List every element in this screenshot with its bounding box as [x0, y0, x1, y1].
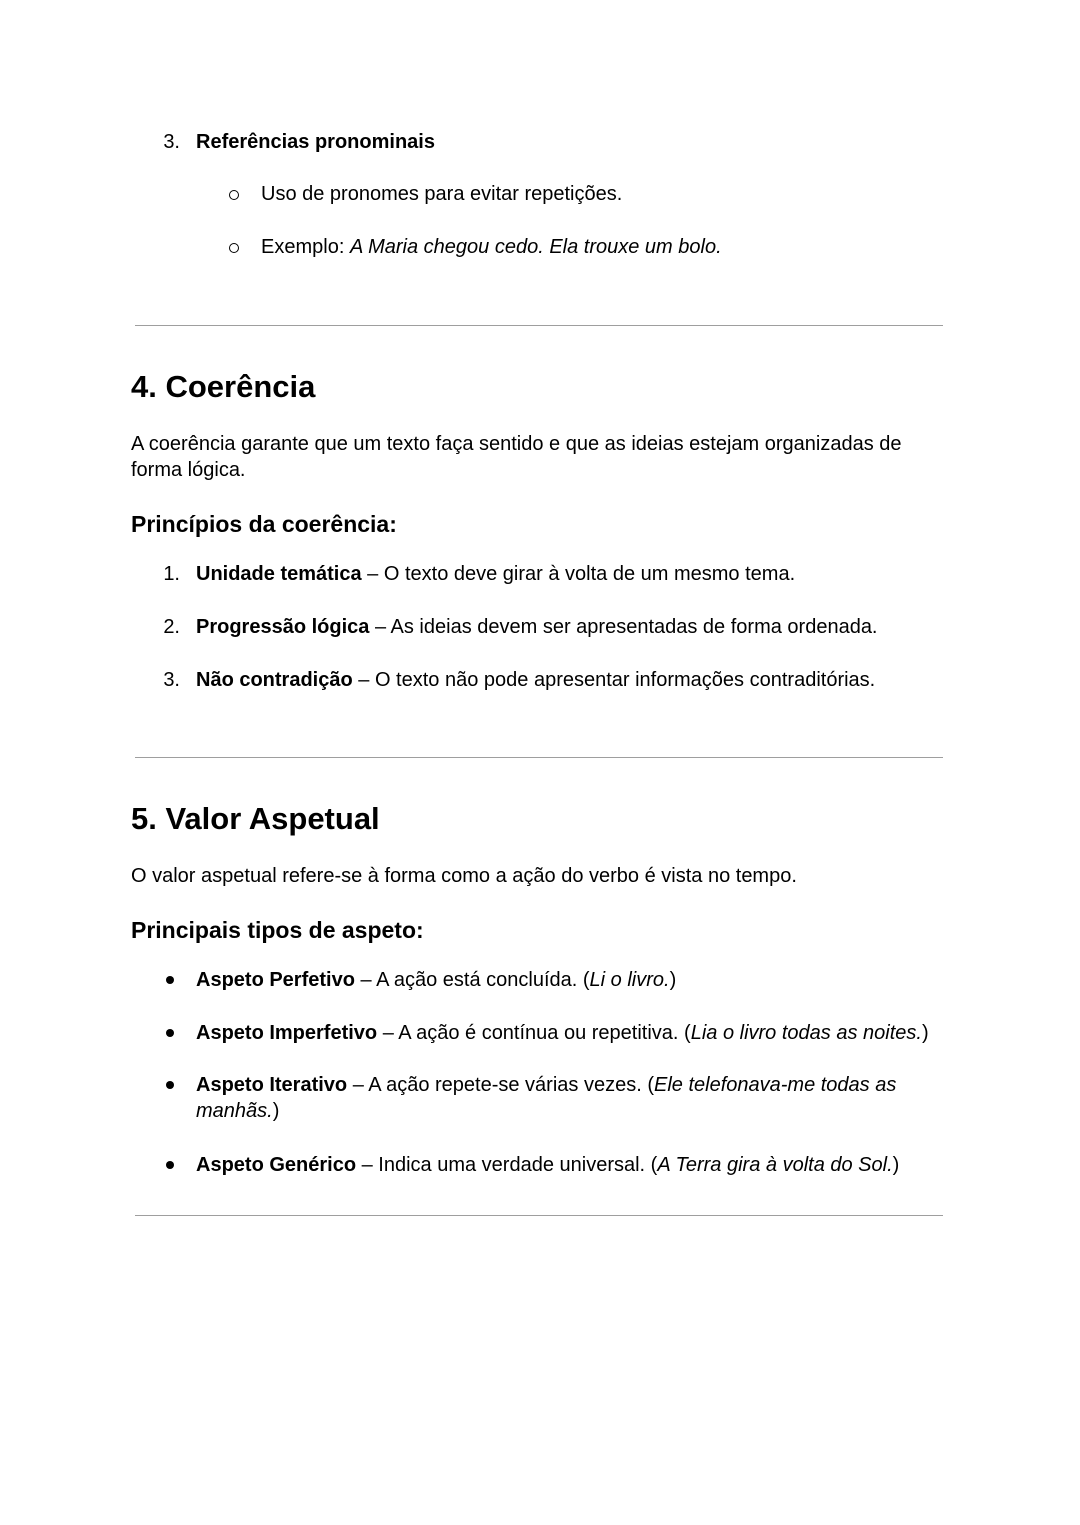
bullet-desc: – Indica uma verdade universal. (	[356, 1154, 658, 1176]
section-intro: O valor aspetual refere-se à forma como a ação do verbo é vista no tempo.	[131, 865, 797, 887]
list-item-desc: – O texto deve girar à volta de um mesmo tema.	[361, 563, 796, 585]
example-label: Exemplo:	[261, 236, 350, 258]
section-heading-coerencia: 4. Coerência	[131, 369, 316, 404]
section-heading-valor-aspetual: 5. Valor Aspetual	[131, 801, 380, 836]
list-item-text	[196, 561, 795, 587]
bullet-icon	[166, 976, 174, 984]
bullet-close: )	[892, 1154, 900, 1176]
bullet-example: A Terra gira à volta do Sol.	[657, 1154, 893, 1176]
bullet-item-text	[196, 967, 676, 993]
list-item-term: Não contradição	[196, 669, 353, 691]
list-number: 3.	[163, 131, 180, 153]
bullet-term: Aspeto Iterativo	[196, 1074, 348, 1096]
bullet-item-text	[196, 1152, 899, 1178]
sub-list-item-text	[261, 234, 722, 260]
bullet-item-text	[196, 1020, 929, 1046]
bullet-example: Lia o livro todas as noites.	[690, 1022, 922, 1044]
bullet-icon	[166, 1029, 174, 1037]
bullet-term: Aspeto Imperfetivo	[196, 1022, 378, 1044]
horizontal-divider	[135, 325, 943, 326]
sub-list-item-text: Uso de pronomes para evitar repetições.	[261, 183, 623, 205]
list-item-text	[196, 667, 875, 693]
bullet-icon	[166, 1161, 174, 1169]
hollow-bullet-icon	[229, 190, 239, 200]
horizontal-divider	[135, 757, 943, 758]
hollow-bullet-icon	[229, 243, 239, 253]
list-number: 1.	[163, 563, 180, 585]
bullet-close: )	[272, 1100, 280, 1122]
list-item-desc: – As ideias devem ser apresentadas de forma ordenada.	[369, 616, 878, 638]
bullet-close: )	[669, 969, 677, 991]
list-item-term: Progressão lógica	[196, 616, 370, 638]
bullet-close: )	[921, 1022, 929, 1044]
example-text: A Maria chegou cedo. Ela trouxe um bolo.	[349, 236, 722, 258]
list-item-title: Referências pronominais	[196, 131, 435, 153]
section-intro: A coerência garante que um texto faça sentido e que as ideias estejam organizadas de forma lógica.	[131, 433, 902, 481]
list-number: 3.	[163, 669, 180, 691]
list-item-text	[196, 614, 878, 640]
bullet-desc: – A ação repete-se várias vezes. (	[347, 1074, 654, 1096]
bullet-desc: – A ação é contínua ou repetitiva. (	[377, 1022, 691, 1044]
bullet-example: Ele telefonava-me todas as manhãs.	[196, 1074, 897, 1122]
bullet-example: Li o livro.	[589, 969, 670, 991]
horizontal-divider	[135, 1215, 943, 1216]
bullet-icon	[166, 1081, 174, 1089]
list-item-desc: – O texto não pode apresentar informações contraditórias.	[352, 669, 876, 691]
bullet-item-text	[196, 1072, 916, 1124]
section-subheading: Princípios da coerência:	[131, 511, 397, 537]
section-subheading: Principais tipos de aspeto:	[131, 917, 424, 943]
bullet-term: Aspeto Perfetivo	[196, 969, 355, 991]
bullet-desc: – A ação está concluída. (	[354, 969, 590, 991]
list-number: 2.	[163, 616, 180, 638]
list-item-term: Unidade temática	[196, 563, 362, 585]
bullet-term: Aspeto Genérico	[196, 1154, 357, 1176]
